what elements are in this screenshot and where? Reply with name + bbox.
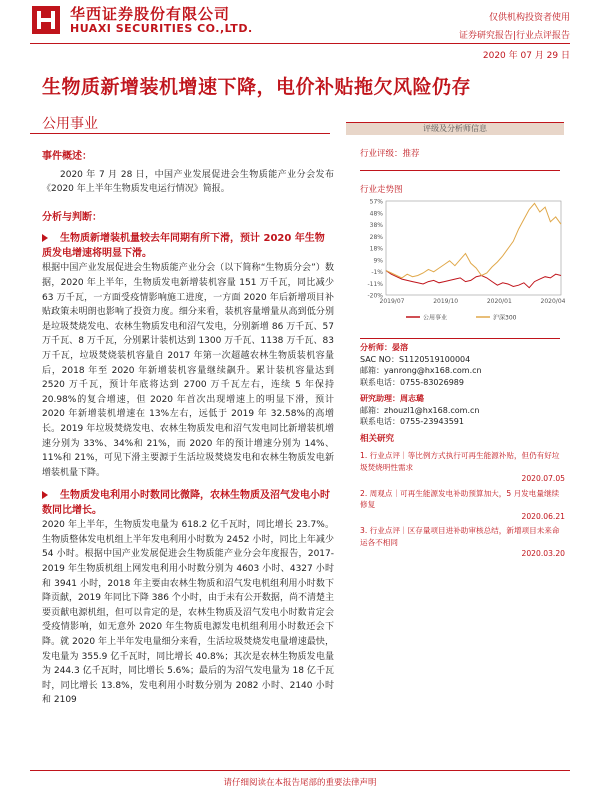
- y-tick-label: 18%: [369, 245, 383, 253]
- rating-value: 推荐: [402, 149, 420, 159]
- assistant-phone: 联系电话：0755-23943591: [360, 417, 464, 426]
- y-tick-label: 28%: [369, 233, 383, 241]
- bullet-triangle-icon: [42, 491, 48, 499]
- assistant-name: 周志璐: [400, 394, 424, 403]
- industry-divider: [30, 133, 330, 134]
- legend-label: 沪深300: [493, 314, 517, 322]
- legal-notice[interactable]: 请仔细阅读在本报告尾部的重要法律声明: [223, 778, 377, 788]
- analyst-block: [360, 342, 482, 388]
- investor-tag: 仅供机构投资者使用: [488, 13, 570, 23]
- bullet-2-heading-text: 生物质发电利用小时数同比微降，农林生物质及沼气发电小时数同比增长。: [42, 490, 330, 517]
- y-tick-label: -1%: [371, 269, 383, 276]
- rating-divider: [360, 170, 560, 171]
- y-tick-label: 57%: [369, 198, 383, 206]
- report-title: 生物质新增装机增速下降，电价补贴拖欠风险仍存: [42, 76, 472, 98]
- industry-rating: [360, 147, 420, 159]
- x-tick-label: 2019/10: [433, 298, 459, 305]
- y-tick-label: 9%: [373, 257, 383, 265]
- analyst-phone: 联系电话：0755-83026989: [360, 377, 464, 387]
- x-tick-label: 2019/07: [379, 298, 405, 305]
- y-tick-label: -11%: [367, 280, 383, 288]
- footer-divider: [30, 770, 570, 771]
- related-item[interactable]: [360, 525, 565, 560]
- analyst-sac: SAC NO：S1120519100004: [360, 354, 471, 364]
- y-tick-label: -20%: [367, 292, 383, 300]
- assistant-line: [360, 393, 479, 405]
- industry-trend-chart: [360, 197, 565, 325]
- trend-chart-title: 行业走势图: [360, 185, 403, 195]
- company-name-en: HUAXI SECURITIES CO.,LTD.: [70, 22, 253, 35]
- analyst-label: 分析师：: [360, 343, 392, 352]
- x-tick-label: 2020/01: [486, 298, 512, 305]
- bullet-2-body: 2020 年上半年，生物质发电量为 618.2 亿千瓦时，同比增长 23.7%。生物质整体发电机组上半年发电利用小时数为 2452 小时，同比上年减少 54 小时。根据中国产业发展促进会生物质能产业分会年度报告，2017-2019 年生物质机组上网发电利用小时数分别为 4603 小时、4327 小时和 3941 小时，2018 年主要由农林生物质和沼气发电机组利用小时数下降贡献，2019 年同比下降 386 个小时，由于未有公开数据，尚不清楚主要贡献电源机组，但可以肯定的是，农林生物质及沼气发电小时数肯定会受疫情影响，如无意外 2020 年生物质电源发电机组利用小时数还会下降。就 2020 年上半年发电量细分来看，生活垃圾焚烧发电量增速最快，发电量为 355.9 亿千瓦时，同比增长 40.8%；其次是农林生物质发电量为 244.3 亿千瓦时，同比增长 5.6%；最后的为沼气发电量为 18 亿千瓦时，同比增长 13.8%，发电利用小时数分别为 2082 小时、2140 小时和 2109: [42, 520, 334, 706]
- related-item-text: 2. 周观点｜可再生能源发电补助预算加大，5 月发电量继续修复: [360, 488, 560, 509]
- assistant-email[interactable]: 邮箱：zhouzl1@hx168.com.cn: [360, 405, 480, 415]
- rating-label: 行业评级：: [360, 149, 403, 159]
- related-title: 相关研究: [360, 434, 395, 444]
- related-research-list: [360, 450, 565, 563]
- company-name-cn: 华西证券股份有限公司: [70, 5, 231, 23]
- analysis-heading: 分析与判断：: [42, 211, 102, 223]
- analyst-line: [360, 342, 482, 354]
- bullet-1-body: 根据中国产业发展促进会生物质能产业分会（以下简称“生物质分会”）数据，2020 年上半年，生物质发电新增装机容量 151 万千瓦，同比减少 63 万千瓦，一方面受疫情影响施工进度，一方面 2020 年后新增项目补贴政策未明朗也影响了投资力度。细分来看，装机容量增量从高到低分别是垃圾焚烧发电、农林生物质发电和沼气发电，分别新增 86 万千瓦、57 万千瓦、8 万千瓦，分别累计装机达到 1300 万千瓦、1138 万千瓦、83 万千瓦，垃圾焚烧装机容量自 2017 年第一次超越农林生物质装机容量后，2018 年至 2020 年新增装机容量继续飙升。累计装机容量达到 2520 万千瓦，预计年底将达到 2700 万千瓦左右，连续 5 年保持 20.98%的复合增速，但 2020 年首次出现增速上的明显下滑，预计 2020 年新增装机增速在 13%左右，远低于 2019 年 32.58%的高增长。2019 年垃圾焚烧发电、农林生物质发电和沼气发电同比新增装机增速分别为 33%、34%和 21%，而 2020 年的预计增速分别为 14%、11%和 21%，可见下滑主要源于生活垃圾焚烧发电和农林生物质发电新增装机量下降。: [42, 263, 334, 478]
- series-line-1: [386, 203, 561, 278]
- analyst-divider: [360, 338, 560, 339]
- bullet-triangle-icon: [42, 234, 48, 242]
- analyst-email[interactable]: 邮箱：yanrong@hx168.com.cn: [360, 366, 482, 375]
- y-tick-label: 38%: [369, 222, 383, 229]
- header-divider: [30, 43, 570, 44]
- event-heading: 事件概述：: [42, 151, 92, 162]
- bullet-2-heading: [42, 488, 334, 518]
- related-item[interactable]: [360, 450, 565, 485]
- industry-label: 公用事业: [42, 116, 98, 132]
- related-item[interactable]: [360, 488, 565, 523]
- x-tick-label: 2020/04: [540, 298, 565, 305]
- y-tick-label: 48%: [369, 210, 383, 218]
- legend-label: 公用事业: [423, 314, 448, 322]
- related-item-date: 2020.03.20: [521, 549, 565, 558]
- related-item-date: 2020.07.05: [521, 474, 565, 483]
- rating-box-title: 评级及分析师信息: [346, 122, 564, 135]
- series-line-0: [386, 271, 561, 288]
- event-text: 2020 年 7 月 28 日，中国产业发展促进会生物质能产业分会发布《2020 年上半年生物质发电运行情况》简报。: [42, 169, 334, 195]
- analyst-name: 晏溶: [392, 343, 408, 352]
- assistant-block: [360, 393, 479, 428]
- related-item-date: 2020.06.21: [521, 511, 565, 521]
- report-type-tag: 证券研究报告|行业点评报告: [458, 31, 570, 41]
- plot-frame: [386, 201, 561, 295]
- bullet-1-heading-text: 生物质新增装机量较去年同期有所下滑，预计 2020 年生物质发电增速将明显下滑。: [42, 233, 325, 260]
- bullet-1-heading: [42, 231, 334, 261]
- assistant-label: 研究助理：: [360, 394, 400, 403]
- huaxi-logo-icon: [30, 4, 62, 36]
- related-item-text: 1. 行业点评｜等比例方式执行可再生能源补贴，但仍有好垃圾焚烧明性需求: [360, 451, 560, 472]
- related-item-text: 3. 行业点评｜区存量项目进补助审核总结，新增项目未来命运各不相同: [360, 526, 560, 547]
- report-date: 2020 年 07 月 29 日: [482, 51, 570, 61]
- main-content: [42, 150, 334, 708]
